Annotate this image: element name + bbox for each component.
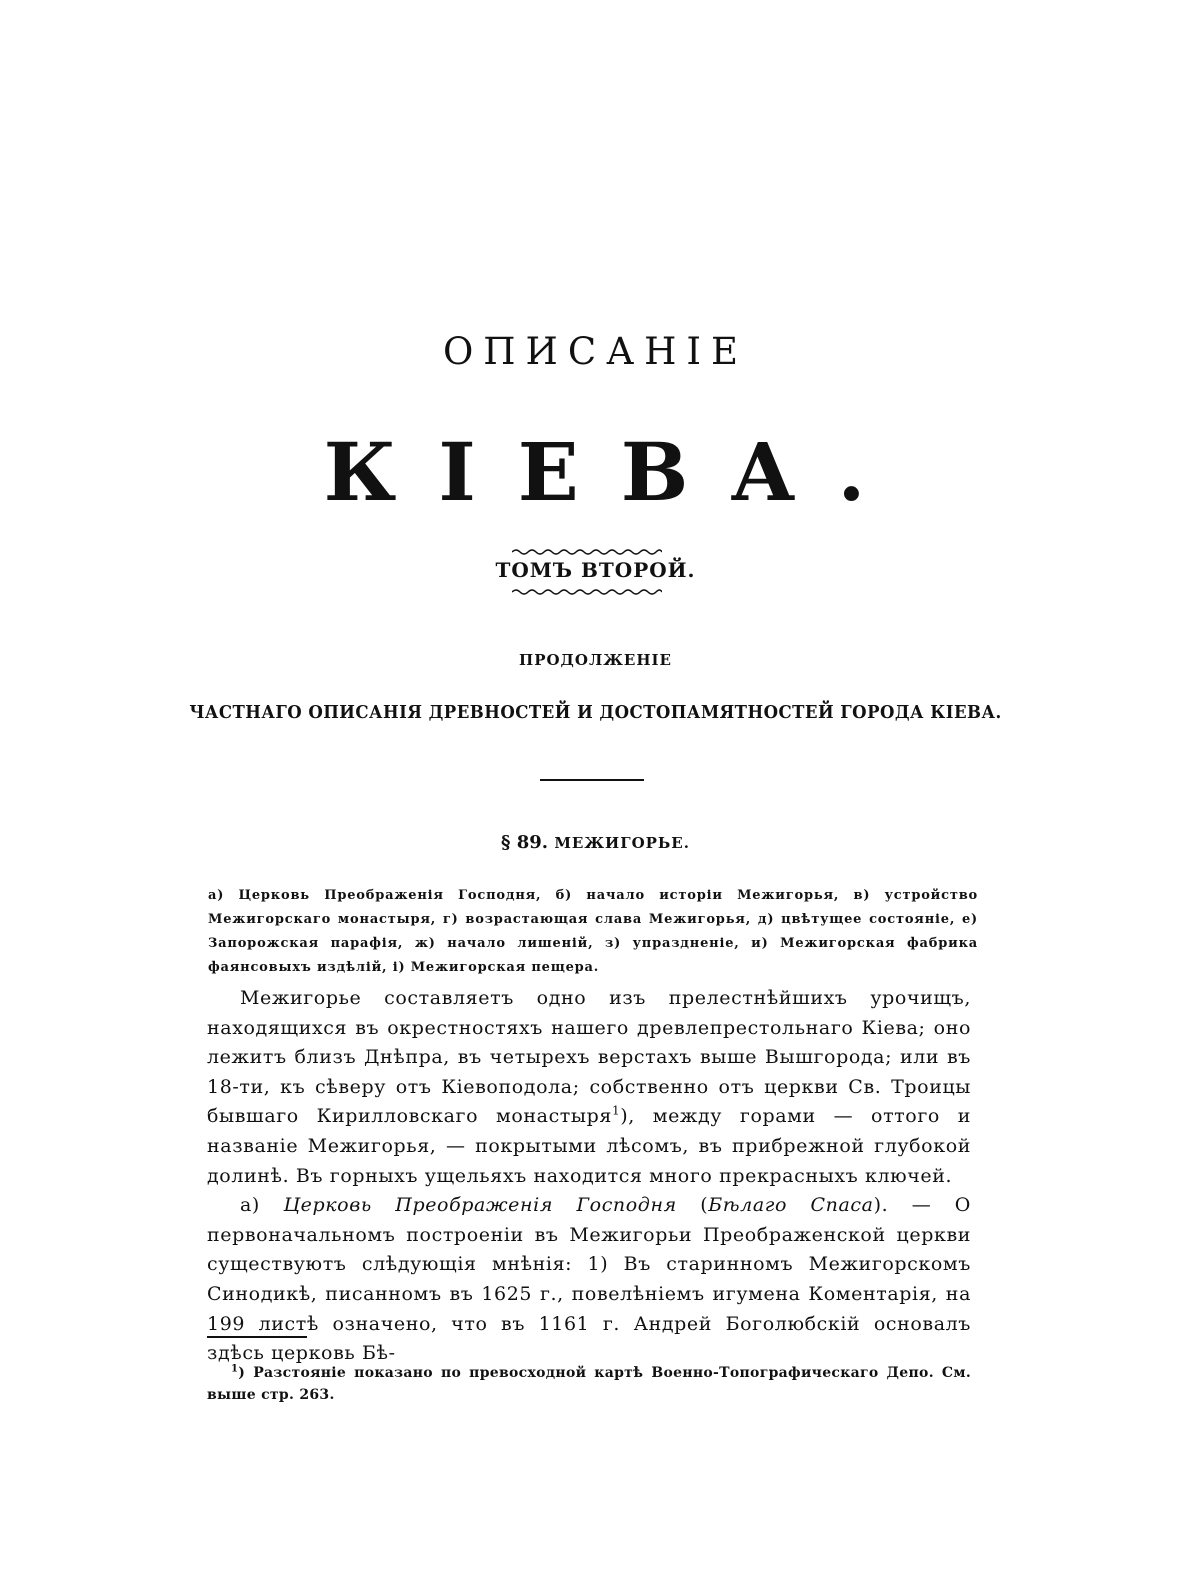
section-number: § 89.: [501, 832, 549, 853]
title-line-2: КІЕВА.: [323, 425, 908, 519]
footnote-text: ) Разстояніе показано по превосходной картѣ Военно-Топографическаго Депо. См. выше стр. 263.: [207, 1365, 971, 1403]
title-line-1: ОПИСАНІЕ: [442, 330, 749, 373]
body-text: [207, 984, 971, 1369]
subtitle: ЧАСТНАГО ОПИСАНІЯ ДРЕВНОСТЕЙ И ДОСТОПАМЯТНОСТЕЙ ГОРОДА КІЕВА.: [189, 702, 1002, 723]
subsection-heading: Церковь Преображенія Господня: [283, 1194, 677, 1217]
subsection-heading-alt: Бѣлаго Спаса: [708, 1194, 874, 1217]
paragraph-1: Межигорье составляетъ одно изъ прелестнѣйшихъ урочищъ, находящихся въ окрестностяхъ нашего древлепрестольнаго Кіева; оно лежитъ близъ Днѣпра, въ четырехъ верстахъ выше Вышгорода; или въ 18-ти, къ сѣверу отъ Кіевоподола; собственно отъ церкви Св. Троицы бывшаго Кирилловскаго монастыря$^1$), между горами — оттого и названіе Межигорья, — покрытыми лѣсомъ, въ прибрежной глубокой долинѣ. Въ горныхъ ущельяхъ находится много прекрасныхъ ключей.: [207, 987, 971, 1187]
continuation-label: ПРОДОЛЖЕНІЕ: [519, 651, 672, 669]
footnote-ref: 1: [612, 1104, 621, 1119]
ornament-wave-bottom: [512, 588, 662, 596]
volume-label: ТОМЪ ВТОРОЙ.: [495, 558, 696, 582]
footnote: [207, 1362, 971, 1406]
ornament-wave-top: [512, 548, 662, 556]
separator-rule: [540, 779, 644, 781]
section-name: МЕЖИГОРЬЕ.: [554, 834, 690, 852]
footnote-number: 1: [231, 1363, 239, 1375]
subsection-label: а): [240, 1194, 260, 1217]
section-summary: а) Церковь Преображенія Господня, б) начало исторіи Межигорья, в) устройство Межигорскаго монастыря, г) возрастающая слава Межигорья, д) цвѣтущее состояніе, е) Запорожская парафія, ж) начало лишеній, з) упраздненіе, и) Межигорская фабрика фаянсовыхъ издѣлій, і) Межигорская пещера.: [208, 888, 978, 975]
footnote-rule: [207, 1336, 307, 1338]
paragraph-2: а) Церковь Преображенія Господня (Бѣлаго Спаса). — О первоначальномъ построеніи въ Межигорьи Преображенской церкви существуютъ слѣдующія мнѣнія: 1) Въ старинномъ Межигорскомъ Синодикѣ, писанномъ въ 1625 г., повелѣніемъ игумена Коментарія, на 199 листѣ означено, что въ 1161 г. Андрей Боголюбскій основалъ здѣсь церковь Бѣ-: [207, 1194, 971, 1365]
section-heading: [0, 832, 1191, 853]
